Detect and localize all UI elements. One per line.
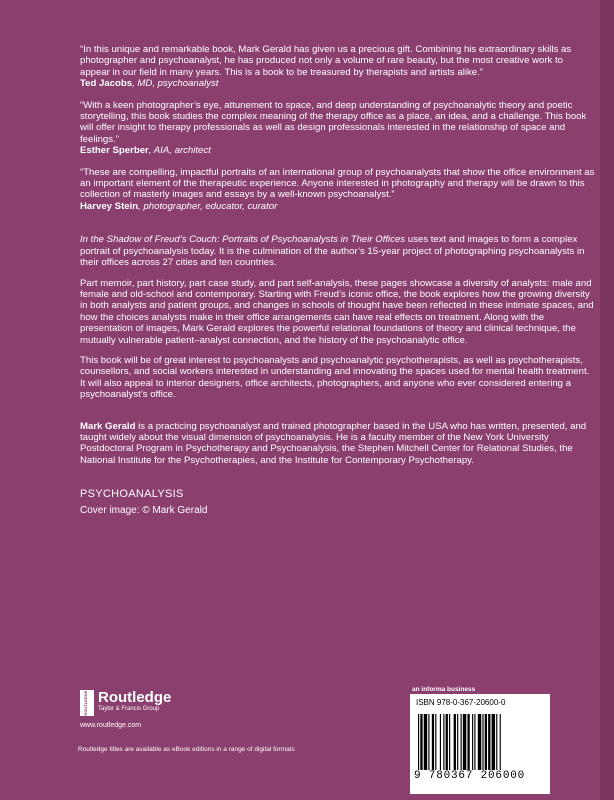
text-block [80, 44, 595, 517]
description-text: uses text and images to form a complex portrait of psychoanalysis today. It is the culmination of the author’s 15-year project of photographing psychoanalysts in their offices across 27 cities and ten countries. [80, 234, 585, 269]
cover-credit: Cover image: © Mark Gerald [80, 505, 208, 517]
informa-label: an informa business [412, 686, 476, 693]
description-paragraph [80, 234, 595, 268]
quote-author-role: , AIA, architect [148, 145, 211, 157]
author-bio-text: is a practicing psychoanalyst and trained photographer based in the USA who has written, presented, and taught widely about the visual dimension of psychoanalysis. He is a faculty member of the New York University Postdoctoral Program in Psychotherapy and Psychoanalysis, the Stephen Mitchell Center for Relational Studies, the National Institute for the Psychotherapies, and the Institute for Contemporary Psychotherapy. [80, 420, 587, 466]
barcode-bar [463, 714, 466, 770]
barcode-bar [457, 714, 458, 770]
book-title: In the Shadow of Freud’s Couch: Portraits of Psychoanalysts in Their Offices [80, 234, 406, 246]
barcode-bar [449, 714, 450, 770]
barcode-bar [435, 714, 436, 770]
quote-author-role: , photographer, educator, curator [138, 200, 278, 212]
footer [78, 686, 600, 800]
barcode-bar [485, 714, 487, 770]
barcode-bar [474, 714, 475, 770]
barcode-bar [482, 714, 483, 770]
quote-text: “In this unique and remarkable book, Mark Gerald has given us a precious gift. Combining his extraordinary skills as photographer and psychoanalyst, he has produced not only a volume of rare beauty, but the most creative work to appear in our field in many years. This is a book to be treasured by therapists and artists alike.” [80, 44, 572, 78]
barcode-bar [496, 714, 497, 770]
review-quote [80, 167, 595, 213]
barcode-bar [500, 714, 501, 770]
ebook-note: Routledge titles are available as eBook editions in a range of digital formats [78, 746, 295, 753]
author-bio [80, 421, 595, 467]
publisher-name: Routledge [98, 689, 172, 706]
publisher-group: Taylor & Francis Group [98, 706, 160, 712]
description-paragraph: Part memoir, part history, part case study, and part self-analysis, these pages showcase a diversity of analysts: male and female and old-school and contemporary. Starting with Freud’s iconic office, the book explores how the growing diversity in both analysts and patient groups, and changes in schools of thought have been reflected in these intimate spaces, and how the choices analysts make in their office arrangements can have real effects on treatment. Along with the presentation of images, Mark Gerald explores the powerful relational foundations of theory and clinical technique, the mutually vulnerable patient–analyst connection, and the history of the psychoanalytic office. [80, 277, 594, 346]
barcode-bar [492, 714, 495, 770]
author-name: Mark Gerald [80, 420, 136, 432]
barcode-bar [461, 714, 462, 770]
isbn-label: ISBN 978-0-367-20600-0 [416, 698, 506, 707]
description-paragraph: This book will be of great interest to psychoanalysts and psychoanalytic psychotherapists, as well as psychotherapists, counsellors, and social workers interested in understanding and innovating the spaces used for mental health treatment. It will also appeal to interior designers, office architects, photographers, and anyone who ever considered entering a psychoanalyst’s office. [80, 354, 590, 401]
barcode-bars [416, 714, 544, 770]
quote-author: Harvey Stein [80, 200, 139, 212]
barcode-bar [472, 714, 473, 770]
review-quote [80, 100, 595, 157]
quote-author: Esther Sperber [80, 145, 149, 157]
publisher-logo [80, 690, 190, 718]
barcode-bar [446, 714, 448, 770]
barcode [410, 694, 550, 794]
barcode-bar [432, 714, 434, 770]
routledge-logo-mark [80, 690, 94, 716]
review-quote [80, 44, 595, 90]
quote-text: “These are compelling, impactful portraits of an international group of psychoanalysts that show the office environment as an important element of the therapeutic experience. Anyone interested in photography and therapy will be drawn to this collection of masterly images and essays by a well-known psychoanalyst.” [80, 166, 595, 201]
quote-author: Ted Jacobs [80, 78, 133, 90]
quote-text: “With a keen photographer’s eye, attunement to space, and deep understanding of psychoanalytic theory and poetic storytelling, this book studies the complex meaning of the therapy office as a place, an idea, and a challenge. This book will offer insight to therapy professionals as well as design professionals interested in the relationship of space and feelings.” [80, 99, 587, 145]
publisher-website: www.routledge.com [80, 722, 142, 729]
barcode-bar [478, 714, 481, 770]
barcode-bar [440, 714, 441, 770]
barcode-bar [467, 714, 469, 770]
barcode-bar [488, 714, 490, 770]
subject-category: PSYCHOANALYSIS [80, 488, 184, 501]
barcode-bar [454, 714, 456, 770]
barcode-bar [420, 714, 422, 770]
quote-author-role: , MD, psychoanalyst [132, 78, 219, 90]
barcode-bar [418, 714, 419, 770]
barcode-bar [424, 714, 427, 770]
spine-edge [600, 0, 614, 800]
barcode-digits: 9 780367 206000 [414, 770, 526, 782]
barcode-bar [428, 714, 429, 770]
logo-vertical-text: ROUTLEDGE [83, 690, 88, 716]
barcode-bar [443, 714, 444, 770]
